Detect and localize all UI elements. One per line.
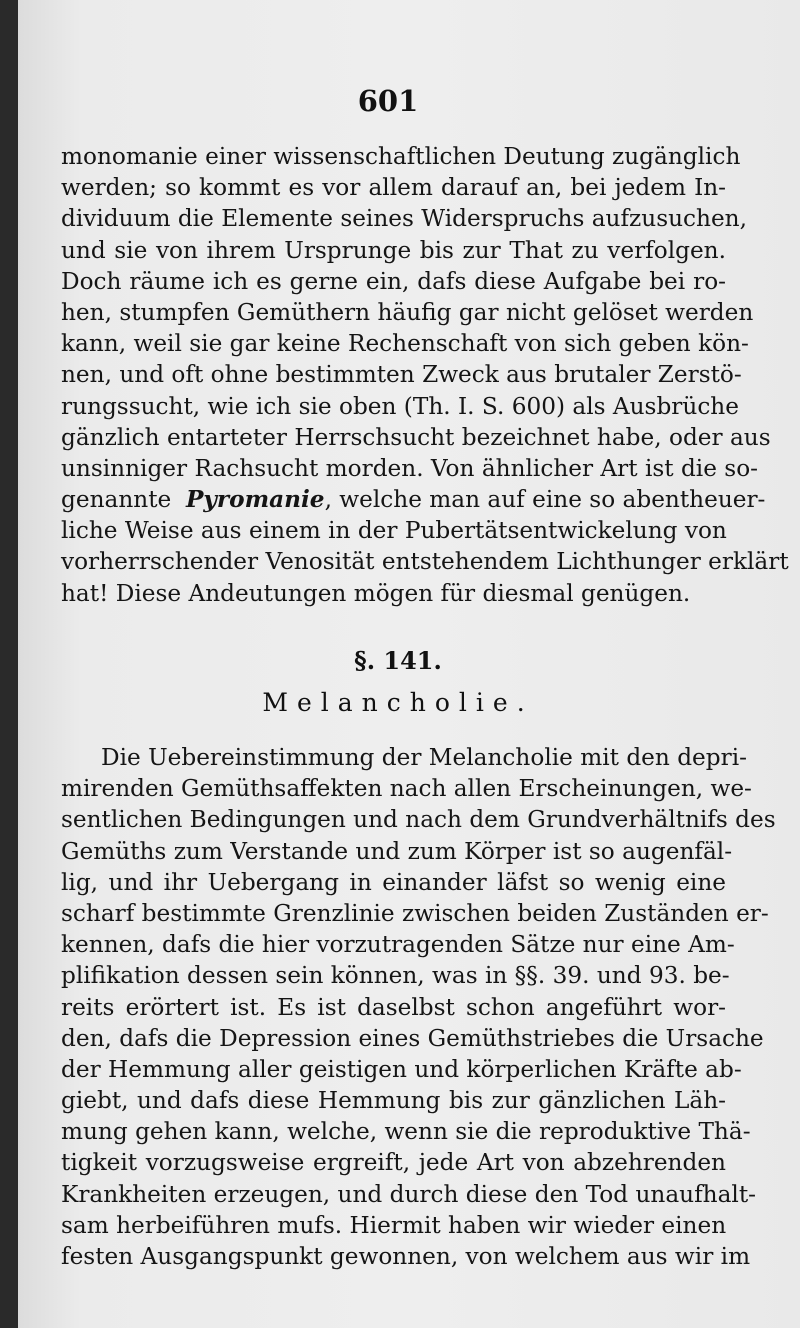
text-line: tigkeit vorzugsweise ergreift, jede Art von abzehrenden <box>61 1149 726 1177</box>
text-line: Doch räume ich es gerne ein, dafs diese Aufgabe bei ro- <box>61 267 726 295</box>
text-line: rungssucht, wie ich sie oben (Th. I. S. 600) als Ausbrüche <box>61 392 739 420</box>
text-line: vorherrschender Venosität entstehendem Lichthunger erklärt <box>61 548 789 576</box>
text-line: mung gehen kann, welche, wenn sie die reproduktive Thä- <box>61 1118 751 1146</box>
text-line: festen Ausgangspunkt gewonnen, von welchem aus wir im <box>61 1243 751 1270</box>
text-line: plifikation dessen sein können, was in §§. 39. und 93. be- <box>61 962 730 990</box>
text-line: lig, und ihr Uebergang in einander läfst so wenig eine <box>61 868 726 896</box>
text-line: sam herbeiführen mufs. Hiermit haben wir wieder einen <box>61 1211 727 1239</box>
text-line: Die Uebereinstimmung der Melancholie mit den depri- <box>101 744 747 771</box>
text-line: werden; so kommt es vor allem darauf an, bei jedem In- <box>61 174 726 202</box>
paragraph-1 <box>61 141 789 609</box>
text-line: nen, und oft ohne bestimmten Zweck aus brutaler Zerstö- <box>61 361 742 389</box>
text-fragment: , welche man auf eine so abentheuer- <box>324 486 766 514</box>
text-line: gänzlich entarteter Herrschsucht bezeichnet habe, oder aus <box>61 423 771 451</box>
text-line: den, dafs die Depression eines Gemüthstriebes die Ursache <box>61 1024 764 1052</box>
text-line: unsinniger Rachsucht morden. Von ähnlicher Art ist die so- <box>61 454 759 482</box>
text-line: sentlichen Bedingungen und nach dem Grundverhältnifs des <box>61 806 776 834</box>
text-line <box>61 484 766 515</box>
text-line: mirenden Gemüthsaffekten nach allen Erscheinungen, we- <box>61 775 752 803</box>
text-line: hen, stumpfen Gemüthern häufig gar nicht gelöset werden <box>61 298 754 326</box>
text-line: hat! Diese Andeutungen mögen für diesmal genügen. <box>61 579 691 607</box>
text-line: dividuum die Elemente seines Widerspruchs aufzusuchen, <box>61 205 747 233</box>
page-number: 601 <box>357 84 419 118</box>
text-line: Gemüths zum Verstande und zum Körper ist so augenfäl- <box>61 837 733 865</box>
text-line: Krankheiten erzeugen, und durch diese den Tod unaufhalt- <box>61 1180 757 1208</box>
text-line: und sie von ihrem Ursprunge bis zur That zu verfolgen. <box>61 236 726 264</box>
text-line: monomanie einer wissenschaftlichen Deutung zugänglich <box>61 143 741 170</box>
text-line: scharf bestimmte Grenzlinie zwischen beiden Zuständen er- <box>61 899 769 927</box>
text-line: der Hemmung aller geistigen und körperlichen Kräfte ab- <box>61 1055 742 1083</box>
section-number: §. 141. <box>354 646 442 675</box>
section-title: Melancholie. <box>262 688 534 717</box>
text-fragment: genannte <box>61 486 179 514</box>
text-line: giebt, und dafs diese Hemmung bis zur gänzlichen Läh- <box>61 1087 726 1115</box>
text-line: kann, weil sie gar keine Rechenschaft von sich geben kön- <box>61 330 749 358</box>
text-line: reits erörtert ist. Es ist daselbst schon angeführt wor- <box>61 993 726 1021</box>
text-line: kennen, dafs die hier vorzutragenden Sätze nur eine Am- <box>61 931 735 959</box>
book-page <box>18 0 800 1328</box>
text-line: liche Weise aus einem in der Pubertätsentwickelung von <box>61 517 727 545</box>
paragraph-2 <box>61 742 776 1272</box>
emphasized-term: Pyromanie <box>185 486 325 514</box>
